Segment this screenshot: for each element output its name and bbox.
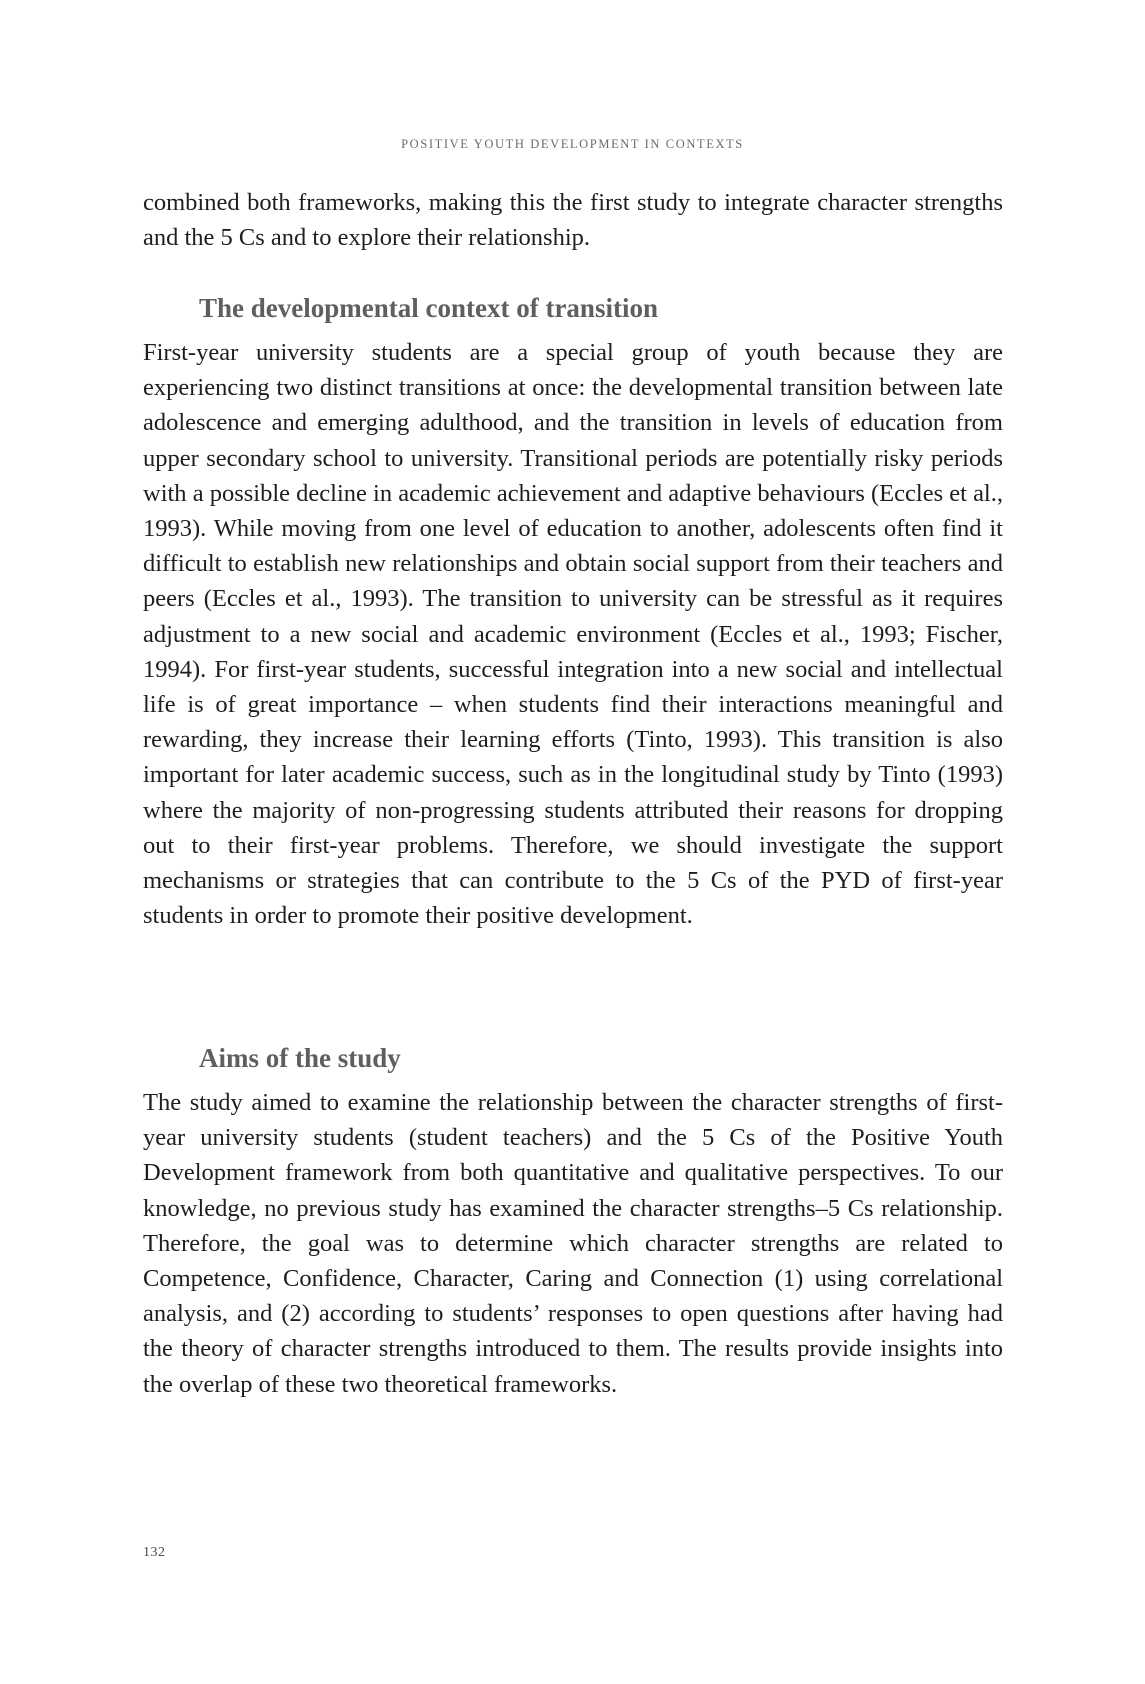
page-number: 132 bbox=[143, 1545, 166, 1560]
body-paragraph-continuation: combined both frameworks, making this the first study to integrate character strengths and the 5 Cs and to explore their relationship. bbox=[143, 189, 1003, 252]
section-heading-aims: Aims of the study bbox=[199, 1043, 401, 1073]
body-paragraph-transition: First-year university students are a special group of youth because they are experiencing two distinct transitions at once: the developmental transition between late adolescence and emerging adulthood, and the transition in levels of education from upper secondary school to university. Transitional periods are potentially risky periods with a possible decline in academic achievement and adaptive behaviours (Eccles et al., 1993). While moving from one level of education to another, adolescents often find it difficult to establish new relationships and obtain social support from their teachers and peers (Eccles et al., 1993). The transition to university can be stressful as it requires adjustment to a new social and academic environment (Eccles et al., 1993; Fischer, 1994). For first-year students, successful integration into a new social and intellectual life is of great importance – when students find their interactions meaningful and rewarding, they increase their learning efforts (Tinto, 1993). This transition is also important for later academic success, such as in the longitudinal study by Tinto (1993) where the majority of non-progressing students attributed their reasons for dropping out to their first-year problems. Therefore, we should investigate the support mechanisms or strategies that can contribute to the 5 Cs of the PYD of first-year students in order to promote their positive development. bbox=[143, 339, 1003, 930]
section-heading-transition: The developmental context of transition bbox=[199, 293, 658, 323]
running-head: POSITIVE YOUTH DEVELOPMENT IN CONTEXTS bbox=[401, 137, 744, 151]
body-paragraph-aims: The study aimed to examine the relationship between the character strengths of first-year university students (student teachers) and the 5 Cs of the Positive Youth Development framework from both quantitative and qualitative perspectives. To our knowledge, no previous study has examined the character strengths–5 Cs relationship. Therefore, the goal was to determine which character strengths are related to Competence, Confidence, Character, Caring and Connection (1) using correlational analysis, and (2) according to students’ responses to open questions after having had the theory of character strengths introduced to them. The results provide insights into the overlap of these two theoretical frameworks. bbox=[143, 1089, 1003, 1398]
